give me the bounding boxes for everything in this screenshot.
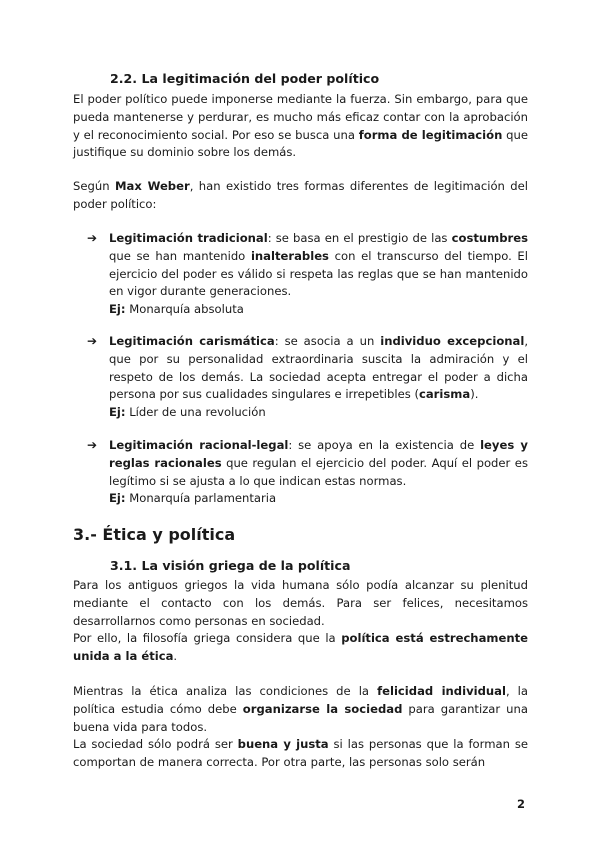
- paragraph-ethics-link: [73, 630, 528, 666]
- bold-text: costumbres: [451, 231, 529, 245]
- bold-text: carisma: [418, 387, 471, 402]
- text-run: La sociedad sólo podrá ser: [73, 737, 238, 751]
- text-run: .: [173, 648, 178, 663]
- example-text: Líder de una revolución: [125, 405, 266, 420]
- example-line: [109, 404, 528, 422]
- section-heading-2-2: 2.2. La legitimación del poder político: [110, 71, 380, 86]
- text-run: , que por su personalidad extraordinaria suscita la admiración y el respeto de los demás. La sociedad acepta entregar el poder a dicha persona por sus cualidades singulares e irrepetibles (: [109, 334, 529, 402]
- text-run: ).: [470, 387, 479, 402]
- text-run: si las personas que la forman se comportan de manera correcta. Por otra parte, las personas solo serán: [73, 737, 528, 769]
- example-line: [109, 301, 528, 319]
- example-text: Monarquía parlamentaria: [125, 491, 277, 506]
- bold-text: organizarse la sociedad: [242, 701, 403, 716]
- bold-text: leyes y reglas racionales: [109, 438, 528, 470]
- list-item-title: Legitimación carismática: [109, 334, 275, 348]
- bold-text: buena y justa: [237, 737, 329, 751]
- bold-text: inalterables: [250, 248, 329, 263]
- example-text: Monarquía absoluta: [125, 302, 244, 317]
- example-label: Ej:: [109, 302, 126, 317]
- right-arrow-icon: ➔: [87, 231, 98, 245]
- text-run: Según: [73, 179, 115, 193]
- text-run: que justifique su dominio sobre los demás.: [73, 127, 528, 160]
- text-run: , la política estudia cómo debe: [73, 684, 528, 716]
- paragraph-ethics-vs-politics: [73, 683, 528, 736]
- text-run: : se asocia a un: [274, 334, 381, 348]
- right-arrow-icon: ➔: [87, 438, 98, 452]
- list-item-title: Legitimación tradicional: [109, 231, 268, 245]
- paragraph-greeks: Para los antiguos griegos la vida humana sólo podía alcanzar su plenitud mediante el contacto con los demás. Para ser felices, necesitamos desarrollarnos como personas en sociedad.: [73, 578, 528, 628]
- section-heading-3-1: 3.1. La visión griega de la política: [110, 558, 351, 573]
- list-item-tradicional: [87, 230, 529, 319]
- section-heading-3: 3.- Ética y política: [73, 525, 236, 544]
- text-run: , han existido tres formas diferentes de legitimación del poder político:: [73, 179, 529, 211]
- list-item-carismatica: [87, 333, 529, 422]
- bold-text: Max Weber: [114, 179, 190, 193]
- text-run: con el transcurso del tiempo. El ejercicio del poder es válido si respeta las reglas que se han mantenido en vigor durante generaciones.: [109, 248, 528, 299]
- paragraph-legitimation-intro: [73, 91, 528, 162]
- right-arrow-icon: ➔: [87, 334, 98, 348]
- list-item-racional-legal: [87, 437, 528, 508]
- text-run: : se apoya en la existencia de: [288, 438, 481, 452]
- text-run: Mientras la ética analiza las condiciones de la: [73, 684, 378, 698]
- text-run: que se han mantenido: [109, 248, 251, 263]
- bold-text: felicidad individual: [377, 684, 506, 698]
- list-item-title: Legitimación racional-legal: [109, 438, 289, 452]
- text-run: : se basa en el prestigio de las: [267, 231, 452, 245]
- paragraph-just-society: [73, 736, 528, 772]
- example-label: Ej:: [109, 491, 126, 506]
- bold-text: forma de legitimación: [358, 127, 503, 142]
- text-run: para garantizar una buena vida para todos.: [73, 701, 528, 734]
- paragraph-weber: [73, 178, 528, 214]
- example-line: [109, 490, 528, 508]
- text-run: El poder político puede imponerse mediante la fuerza. Sin embargo, para que pueda mantenerse y perdurar, es mucho más eficaz contar con la aprobación y el reconocimiento social. Por eso se busca una: [73, 92, 528, 142]
- text-run: que regulan el ejercicio del poder. Aquí el poder es legítimo si se ajusta a lo que indican estas normas.: [109, 455, 528, 488]
- bold-text: individuo excepcional: [380, 334, 525, 348]
- text-run: Por ello, la filosofía griega considera que la: [73, 631, 342, 645]
- bold-text: política está estrechamente unida a la ética: [73, 631, 528, 663]
- example-label: Ej:: [109, 405, 126, 420]
- page-number: 2: [517, 797, 526, 811]
